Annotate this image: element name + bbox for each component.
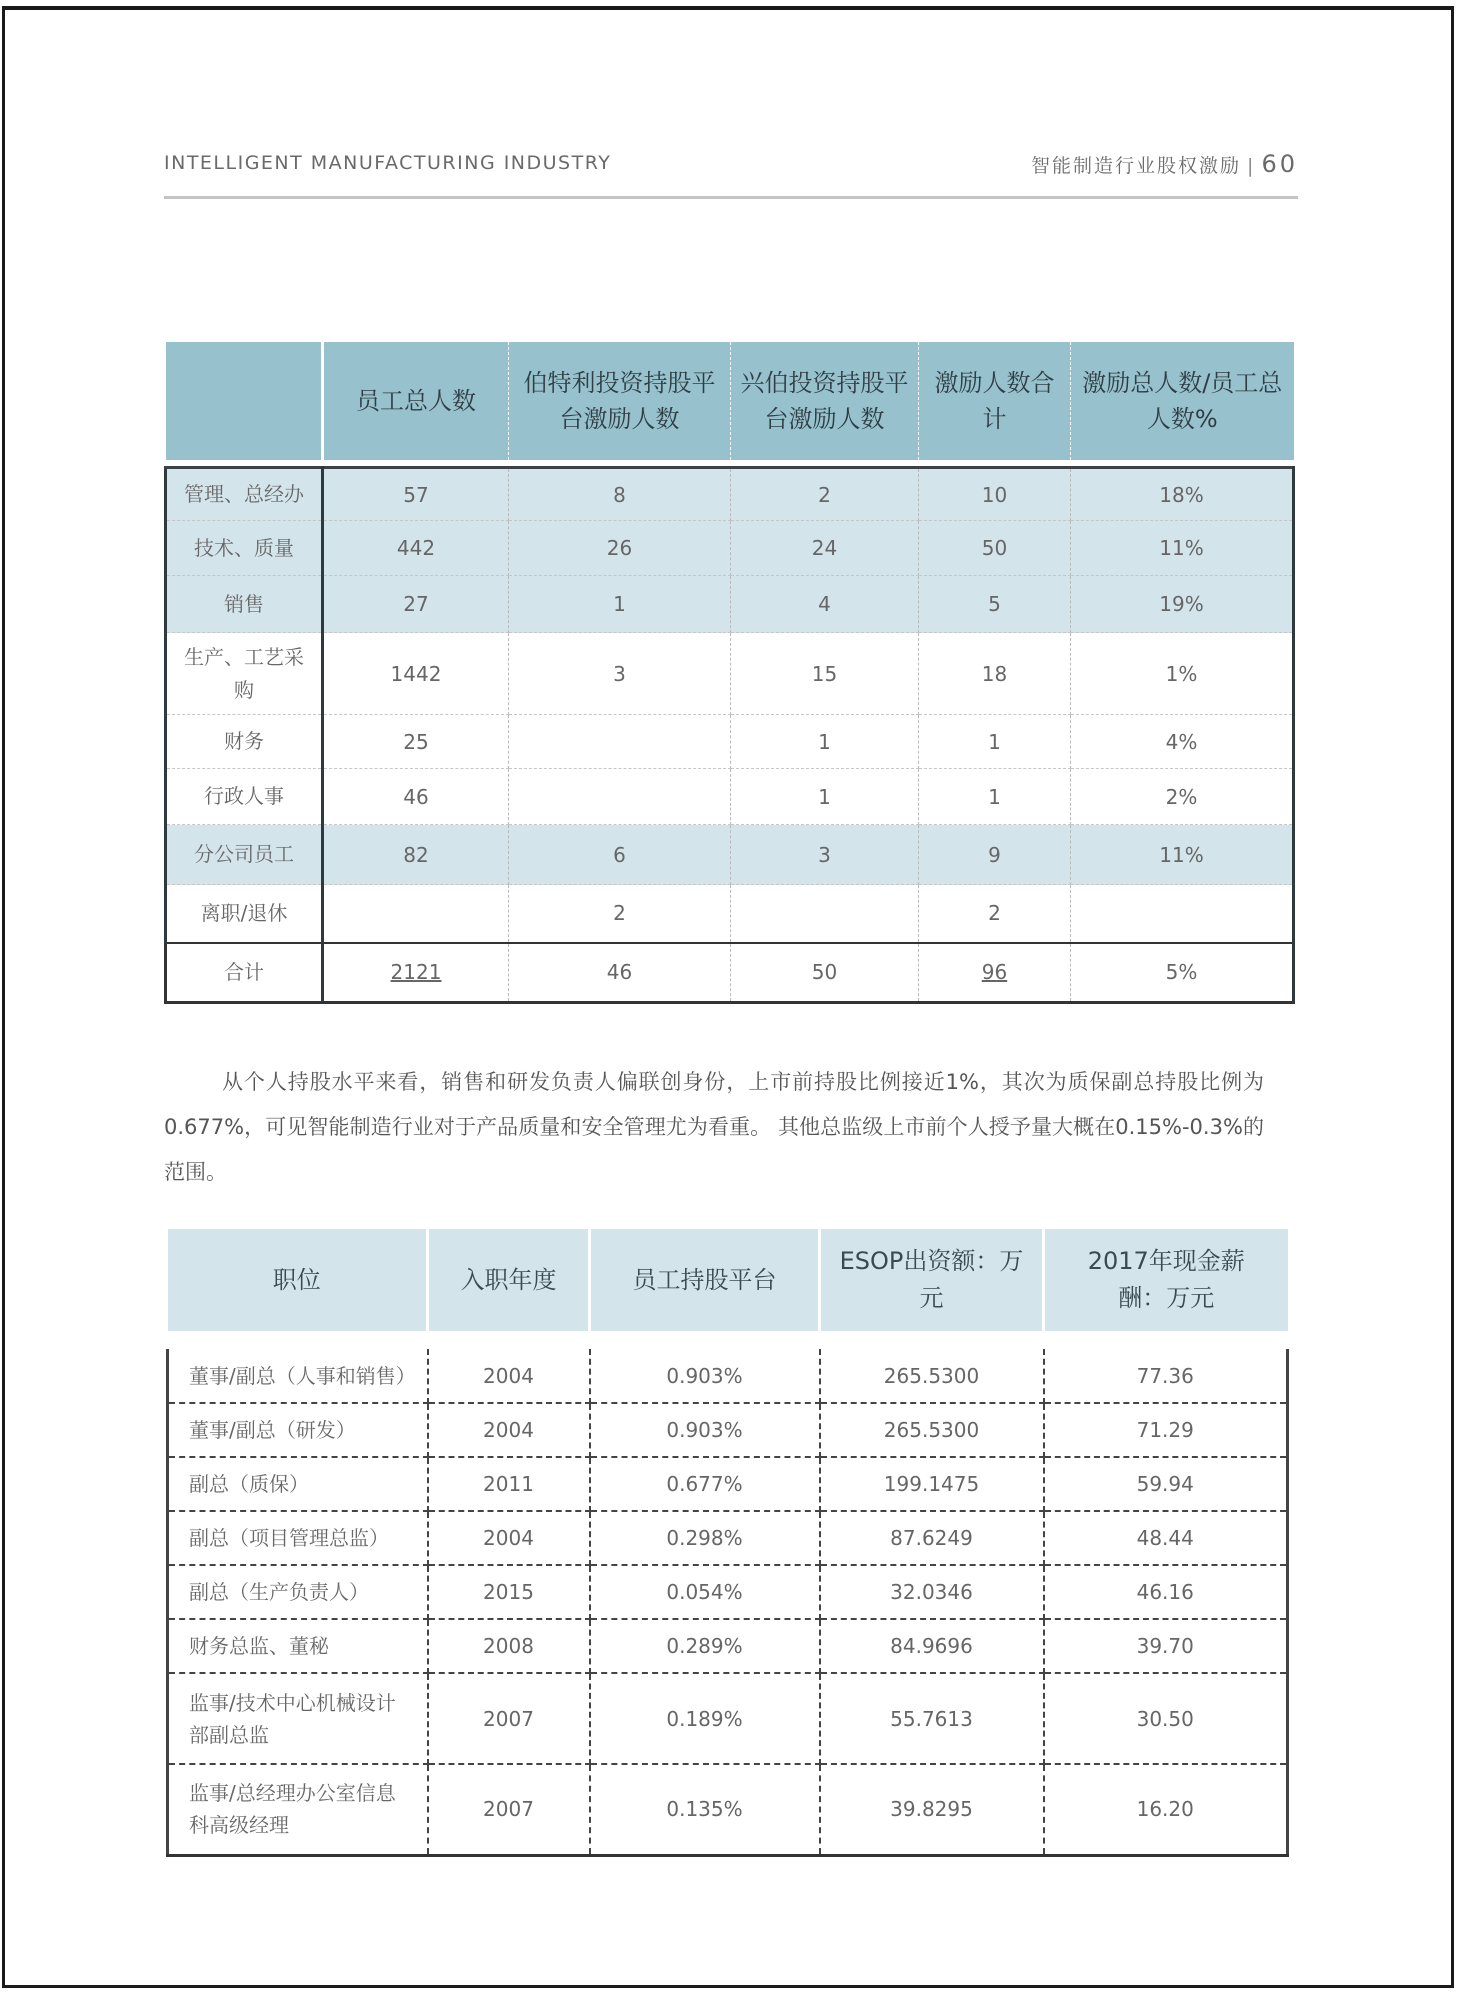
position-cell: 副总（生产负责人） bbox=[168, 1565, 428, 1619]
position-cell: 副总（质保） bbox=[168, 1457, 428, 1511]
bt-cell: 1 bbox=[509, 576, 731, 633]
total-cell: 57 bbox=[323, 468, 509, 521]
esop-amount-cell: 87.6249 bbox=[820, 1511, 1044, 1565]
platform-pct-cell: 0.189% bbox=[590, 1673, 820, 1764]
table-row bbox=[166, 521, 1294, 576]
platform-pct-cell: 0.903% bbox=[590, 1349, 820, 1403]
dept-cell: 技术、质量 bbox=[166, 521, 323, 576]
table1-header-cell: 伯特利投资持股平台激励人数 bbox=[509, 342, 731, 460]
table-row bbox=[168, 1457, 1288, 1511]
header-industry-title: INTELLIGENT MANUFACTURING INDUSTRY bbox=[164, 152, 612, 174]
position-cell: 监事/技术中心机械设计部副总监 bbox=[168, 1673, 428, 1764]
table-row bbox=[168, 1349, 1288, 1403]
table1-header-row bbox=[166, 342, 1294, 460]
platform-pct-cell: 0.298% bbox=[590, 1511, 820, 1565]
esop-amount-cell: 32.0346 bbox=[820, 1565, 1044, 1619]
cash-comp-cell: 71.29 bbox=[1044, 1403, 1288, 1457]
sum-cell bbox=[919, 943, 1071, 1003]
table-row bbox=[168, 1403, 1288, 1457]
table-row bbox=[166, 633, 1294, 715]
cash-comp-cell: 46.16 bbox=[1044, 1565, 1288, 1619]
pct-cell: 19% bbox=[1071, 576, 1294, 633]
total-incentive-count: 96 bbox=[981, 960, 1008, 985]
header-topic: 智能制造行业股权激励 bbox=[1031, 155, 1242, 177]
total-cell bbox=[323, 885, 509, 943]
esop-amount-cell: 199.1475 bbox=[820, 1457, 1044, 1511]
xb-cell: 1 bbox=[731, 715, 919, 769]
pct-cell bbox=[1071, 885, 1294, 943]
pct-cell: 5% bbox=[1071, 943, 1294, 1003]
header-separator: | bbox=[1247, 155, 1256, 177]
cash-comp-cell: 39.70 bbox=[1044, 1619, 1288, 1673]
esop-amount-cell: 265.5300 bbox=[820, 1349, 1044, 1403]
table-row bbox=[166, 715, 1294, 769]
total-cell: 1442 bbox=[323, 633, 509, 715]
table-row bbox=[168, 1764, 1288, 1855]
esop-amount-cell: 55.7613 bbox=[820, 1673, 1044, 1764]
total-cell: 25 bbox=[323, 715, 509, 769]
cash-comp-cell: 30.50 bbox=[1044, 1673, 1288, 1764]
table-row bbox=[168, 1619, 1288, 1673]
position-cell: 财务总监、董秘 bbox=[168, 1619, 428, 1673]
xb-cell: 15 bbox=[731, 633, 919, 715]
table-row bbox=[166, 825, 1294, 885]
platform-pct-cell: 0.135% bbox=[590, 1764, 820, 1855]
dept-cell: 合计 bbox=[166, 943, 323, 1003]
pct-cell: 4% bbox=[1071, 715, 1294, 769]
esop-amount-cell: 84.9696 bbox=[820, 1619, 1044, 1673]
position-cell: 监事/总经理办公室信息科高级经理 bbox=[168, 1764, 428, 1855]
dept-cell: 行政人事 bbox=[166, 769, 323, 825]
xb-cell: 24 bbox=[731, 521, 919, 576]
pct-cell: 11% bbox=[1071, 521, 1294, 576]
total-cell: 82 bbox=[323, 825, 509, 885]
cash-comp-cell: 77.36 bbox=[1044, 1349, 1288, 1403]
sum-cell: 5 bbox=[919, 576, 1071, 633]
dept-cell: 分公司员工 bbox=[166, 825, 323, 885]
total-cell: 46 bbox=[323, 769, 509, 825]
table2-header-cell: 2017年现金薪酬：万元 bbox=[1044, 1229, 1288, 1331]
bt-cell: 6 bbox=[509, 825, 731, 885]
table2-header-cell: 职位 bbox=[168, 1229, 428, 1331]
sum-cell: 2 bbox=[919, 885, 1071, 943]
page-number: 60 bbox=[1261, 150, 1298, 178]
total-headcount: 2121 bbox=[390, 960, 442, 985]
sum-cell: 18 bbox=[919, 633, 1071, 715]
pct-cell: 11% bbox=[1071, 825, 1294, 885]
table2-header-cell: ESOP出资额：万元 bbox=[820, 1229, 1044, 1331]
page-header bbox=[164, 148, 1298, 199]
xb-cell: 3 bbox=[731, 825, 919, 885]
platform-pct-cell: 0.054% bbox=[590, 1565, 820, 1619]
xb-cell: 1 bbox=[731, 769, 919, 825]
table-row bbox=[166, 885, 1294, 943]
table2-header-row bbox=[168, 1229, 1288, 1331]
table-row bbox=[166, 468, 1294, 521]
table-row bbox=[168, 1511, 1288, 1565]
xb-cell: 50 bbox=[731, 943, 919, 1003]
table-row bbox=[168, 1565, 1288, 1619]
year-cell: 2004 bbox=[428, 1511, 590, 1565]
table2-header-cell: 员工持股平台 bbox=[590, 1229, 820, 1331]
position-cell: 董事/副总（研发） bbox=[168, 1403, 428, 1457]
total-cell: 27 bbox=[323, 576, 509, 633]
total-cell bbox=[323, 943, 509, 1003]
dept-cell: 财务 bbox=[166, 715, 323, 769]
sum-cell: 10 bbox=[919, 468, 1071, 521]
table1-header-cell: 员工总人数 bbox=[323, 342, 509, 460]
pct-cell: 1% bbox=[1071, 633, 1294, 715]
platform-pct-cell: 0.289% bbox=[590, 1619, 820, 1673]
dept-cell: 管理、总经办 bbox=[166, 468, 323, 521]
pct-cell: 2% bbox=[1071, 769, 1294, 825]
sum-cell: 9 bbox=[919, 825, 1071, 885]
sum-cell: 1 bbox=[919, 769, 1071, 825]
bt-cell: 3 bbox=[509, 633, 731, 715]
table1-header-cell: 激励人数合计 bbox=[919, 342, 1071, 460]
year-cell: 2008 bbox=[428, 1619, 590, 1673]
table-row bbox=[166, 576, 1294, 633]
bt-cell bbox=[509, 715, 731, 769]
dept-cell: 生产、工艺采购 bbox=[166, 633, 323, 715]
esop-amount-cell: 265.5300 bbox=[820, 1403, 1044, 1457]
cash-comp-cell: 16.20 bbox=[1044, 1764, 1288, 1855]
table2-header-cell: 入职年度 bbox=[428, 1229, 590, 1331]
dept-cell: 离职/退休 bbox=[166, 885, 323, 943]
esop-amount-cell: 39.8295 bbox=[820, 1764, 1044, 1855]
sum-cell: 50 bbox=[919, 521, 1071, 576]
year-cell: 2004 bbox=[428, 1403, 590, 1457]
platform-pct-cell: 0.677% bbox=[590, 1457, 820, 1511]
xb-cell: 4 bbox=[731, 576, 919, 633]
dept-cell: 销售 bbox=[166, 576, 323, 633]
xb-cell: 2 bbox=[731, 468, 919, 521]
bt-cell: 46 bbox=[509, 943, 731, 1003]
executive-esop-table bbox=[166, 1229, 1289, 1857]
table-total-row bbox=[166, 943, 1294, 1003]
table1-header-cell: 兴伯投资持股平台激励人数 bbox=[731, 342, 919, 460]
position-cell: 董事/副总（人事和销售） bbox=[168, 1349, 428, 1403]
year-cell: 2004 bbox=[428, 1349, 590, 1403]
position-cell: 副总（项目管理总监） bbox=[168, 1511, 428, 1565]
sum-cell: 1 bbox=[919, 715, 1071, 769]
year-cell: 2015 bbox=[428, 1565, 590, 1619]
xb-cell bbox=[731, 885, 919, 943]
table-row bbox=[166, 769, 1294, 825]
year-cell: 2007 bbox=[428, 1764, 590, 1855]
bt-cell: 2 bbox=[509, 885, 731, 943]
table1-header-cell: 激励总人数/员工总人数% bbox=[1071, 342, 1294, 460]
body-paragraph: 从个人持股水平来看，销售和研发负责人偏联创身份，上市前持股比例接近1%，其次为质保副总持股比例为0.677%，可见智能制造行业对于产品质量和安全管理尤为看重。 其他总监级上市前个人授予量大概在0.15%-0.3%的范围。 bbox=[164, 1070, 1264, 1184]
cash-comp-cell: 59.94 bbox=[1044, 1457, 1288, 1511]
table1-header-cell bbox=[166, 342, 323, 460]
bt-cell bbox=[509, 769, 731, 825]
total-cell: 442 bbox=[323, 521, 509, 576]
bt-cell: 26 bbox=[509, 521, 731, 576]
incentive-headcount-table bbox=[164, 342, 1295, 1004]
header-section-title bbox=[1031, 150, 1298, 178]
pct-cell: 18% bbox=[1071, 468, 1294, 521]
cash-comp-cell: 48.44 bbox=[1044, 1511, 1288, 1565]
year-cell: 2011 bbox=[428, 1457, 590, 1511]
table-row bbox=[168, 1673, 1288, 1764]
year-cell: 2007 bbox=[428, 1673, 590, 1764]
platform-pct-cell: 0.903% bbox=[590, 1403, 820, 1457]
bt-cell: 8 bbox=[509, 468, 731, 521]
